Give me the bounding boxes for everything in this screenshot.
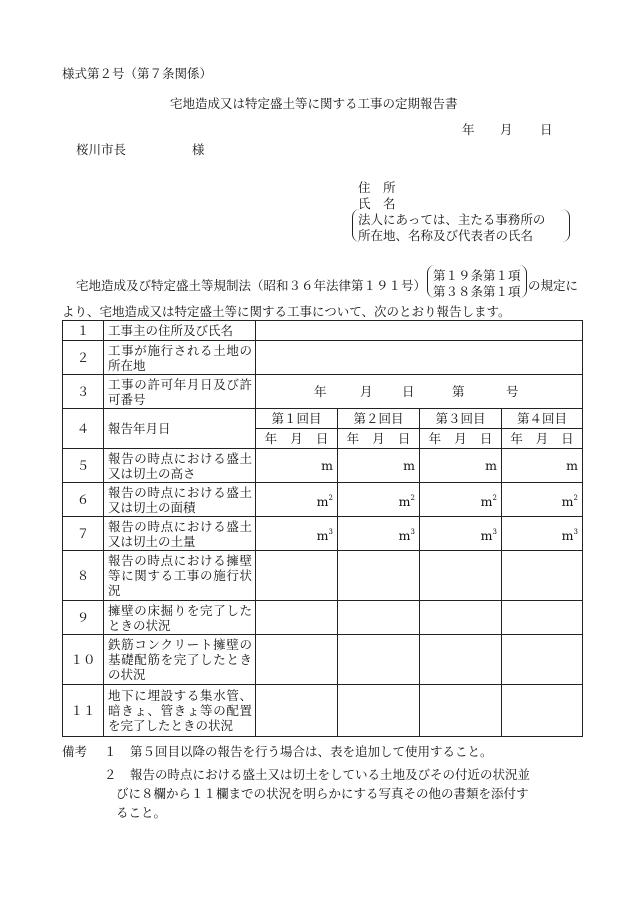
round-1-header: 第１回目 [256, 409, 338, 429]
row-label: 報告の時点における盛土又は切土の面積 [104, 483, 256, 517]
intro-text-before: 宅地造成及び特定盛土等規制法（昭和３６年法律第１９１号） [76, 278, 427, 293]
table-row [63, 375, 583, 409]
note-2-line3: ること。 [116, 805, 167, 820]
row-label: 報告の時点における擁壁等に関する工事の施行状況 [104, 551, 256, 601]
table-row [63, 601, 583, 635]
row-number: ４ [63, 409, 104, 449]
row-number: ２ [63, 341, 104, 375]
row-number: ７ [63, 517, 104, 551]
table-row [63, 341, 583, 375]
note-2-line2: びに８欄から１１欄までの状況を明らかにする写真その他の書類を添付す [116, 786, 529, 801]
round-4-header: 第４回目 [502, 409, 583, 429]
status-cell[interactable] [502, 635, 583, 685]
addressee-honorific: 様 [192, 142, 205, 157]
status-cell[interactable] [420, 685, 502, 737]
row-number: １ [63, 321, 104, 341]
name-label: 氏 名 [358, 196, 396, 211]
height-cell[interactable]: m [420, 449, 502, 483]
status-cell[interactable] [338, 601, 420, 635]
date-day-label: 日 [540, 122, 553, 137]
round-2-date[interactable]: 年 月 日 [338, 429, 420, 449]
site-location-cell[interactable] [256, 341, 583, 375]
area-cell[interactable]: $m^2$ [420, 483, 502, 517]
area-cell[interactable]: $m^2$ [502, 483, 583, 517]
status-cell[interactable] [256, 685, 338, 737]
row-label: 報告年月日 [104, 409, 256, 449]
volume-cell[interactable]: $m^3$ [502, 517, 583, 551]
status-cell[interactable] [502, 551, 583, 601]
row-label: 鉄筋コンクリート擁壁の基礎配筋を完了したときの状況 [104, 635, 256, 685]
status-cell[interactable] [420, 635, 502, 685]
address-label: 住 所 [358, 180, 396, 195]
intro-line2: より、宅地造成又は特定盛土等に関する工事について、次のとおり報告します。 [62, 304, 511, 319]
permit-dai: 第 [452, 383, 465, 399]
report-table [62, 320, 583, 737]
table-row [63, 409, 583, 429]
status-cell[interactable] [338, 685, 420, 737]
corp-note-line2: 所在地、名称及び代表者の氏名 [358, 228, 534, 243]
addressee-name: 桜川市長 [76, 142, 127, 157]
status-cell[interactable] [256, 601, 338, 635]
round-1-date[interactable]: 年 月 日 [256, 429, 338, 449]
row-label: 地下に埋設する集水管、暗きょ、管きょ等の配置を完了したときの状況 [104, 685, 256, 737]
status-cell[interactable] [256, 551, 338, 601]
status-cell[interactable] [502, 601, 583, 635]
note-1-number: １ [104, 744, 117, 759]
corp-note-line1: 法人にあっては、主たる事務所の [358, 212, 546, 227]
permit-go: 号 [506, 383, 519, 399]
round-3-header: 第３回目 [420, 409, 502, 429]
status-cell[interactable] [420, 551, 502, 601]
note-1-text: 第５回目以降の報告を行う場合は、表を追加して使用すること。 [130, 744, 493, 759]
status-cell[interactable] [256, 635, 338, 685]
status-cell[interactable] [420, 601, 502, 635]
date-year-label: 年 [462, 122, 475, 137]
volume-cell[interactable]: $m^3$ [338, 517, 420, 551]
owner-address-cell[interactable] [256, 321, 583, 341]
form-number: 様式第２号（第７条関係） [62, 66, 213, 81]
permit-year: 年 [314, 383, 327, 399]
status-cell[interactable] [338, 551, 420, 601]
row-label: 擁壁の床掘りを完了したときの状況 [104, 601, 256, 635]
row-number: ５ [63, 449, 104, 483]
note-2-number: ２ [104, 767, 117, 782]
row-number: ６ [63, 483, 104, 517]
round-2-header: 第２回目 [338, 409, 420, 429]
table-row [63, 449, 583, 483]
clause-19: 第１９条第１項 [433, 268, 521, 283]
height-cell[interactable]: m [502, 449, 583, 483]
row-label: 報告の時点における盛土又は切土の高さ [104, 449, 256, 483]
height-cell[interactable]: m [338, 449, 420, 483]
area-cell[interactable]: $m^2$ [256, 483, 338, 517]
row-number: １１ [63, 685, 104, 737]
clause-38: 第３８条第１項 [433, 284, 521, 299]
volume-cell[interactable]: $m^3$ [420, 517, 502, 551]
intro-text-after: の規定に [528, 278, 579, 293]
area-cell[interactable]: $m^2$ [338, 483, 420, 517]
round-3-date[interactable]: 年 月 日 [420, 429, 502, 449]
row-label: 報告の時点における盛土又は切土の土量 [104, 517, 256, 551]
date-month-label: 月 [500, 122, 513, 137]
table-row [63, 483, 583, 517]
table-row [63, 685, 583, 737]
round-4-date[interactable]: 年 月 日 [502, 429, 583, 449]
row-number: １０ [63, 635, 104, 685]
table-row [63, 321, 583, 341]
notes-label: 備考 [62, 744, 88, 759]
permit-cell[interactable] [256, 375, 583, 409]
row-label: 工事が施行される土地の所在地 [104, 341, 256, 375]
volume-cell[interactable]: $m^3$ [256, 517, 338, 551]
table-row [63, 551, 583, 601]
permit-day: 日 [402, 383, 415, 399]
row-number: ９ [63, 601, 104, 635]
row-number: ３ [63, 375, 104, 409]
status-cell[interactable] [338, 635, 420, 685]
height-cell[interactable]: m [256, 449, 338, 483]
table-row [63, 517, 583, 551]
row-label: 工事主の住所及び氏名 [104, 321, 256, 341]
table-row [63, 635, 583, 685]
page-title: 宅地造成又は特定盛土等に関する工事の定期報告書 [170, 96, 458, 111]
note-2-line1: 報告の時点における盛土又は切土をしている土地及びその付近の状況並 [130, 767, 531, 782]
permit-month: 月 [360, 383, 373, 399]
row-number: ８ [63, 551, 104, 601]
status-cell[interactable] [502, 685, 583, 737]
row-label: 工事の許可年月日及び許可番号 [104, 375, 256, 409]
